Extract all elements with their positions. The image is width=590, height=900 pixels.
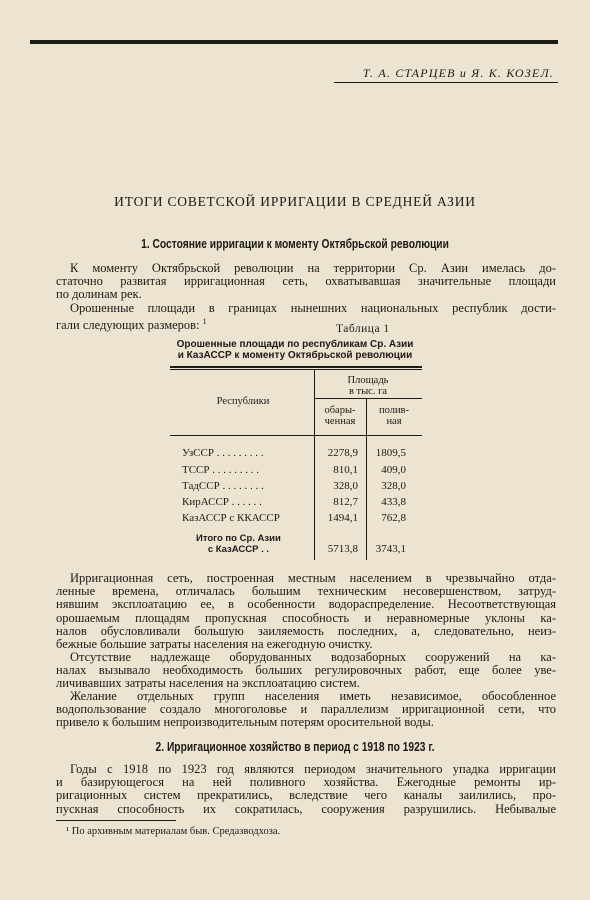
section-1-paragraph-2: Орошенные площади в границах нынешних национальных республик дости- гали следующих размеров: $^1$: [56, 301, 556, 333]
article-title: ИТОГИ СОВЕТСКОЙ ИРРИГАЦИИ В СРЕДНЕЙ АЗИИ: [114, 194, 476, 209]
paragraph-5: Желание отдельных групп населения иметь независимое, обособленное водопользование создало многоголовье и параллелизм ирригационной сети, что привело к большим непроизводительным потерям оросительной воды.: [56, 689, 556, 730]
row-cultivated: 1809,5: [375, 447, 406, 459]
table-caption: Орошенные площади по республикам Ср. Азии и КазАССР к моменту Октябрьской революции: [176, 339, 414, 361]
paragraph-3: Ирригационная сеть, построенная местным населением в чрезвычайно отда- ленные времена, отличалась большим техническим несовершенством, затруд- нявшим эксплоатацию ее, в особенности водораспределение. Несоответствующая орошаемым площадям пропускная способность и неравномерные уклоны ка- налов обусловливали большую заиляемость последних, а, следовательно, неиз- бежные большие затраты населения на ежегодную очистку.: [56, 571, 556, 652]
row-cultivated: 328,0: [381, 480, 406, 492]
row-name: ТадССР . . . . . . . .: [182, 480, 264, 492]
row-cultivated: 762,8: [381, 512, 406, 524]
row-irrigated: 812,7: [333, 496, 358, 508]
section-1-heading: 1. Состояние ирригации к моменту Октябрьской революции: [141, 237, 449, 251]
row-irrigated: 328,0: [333, 480, 358, 492]
row-irrigated: 810,1: [333, 464, 358, 476]
header-rule: [334, 82, 558, 83]
column-header-irrigated: обары- ченная: [324, 405, 356, 427]
running-head: Т. А. СТАРЦЕВ и Я. К. КОЗЕЛ.: [362, 66, 554, 80]
section-1-paragraph-1: К моменту Октябрьской революции на территории Ср. Азии имелась до- статочно развитая ирригационная сеть, охватывавшая значительные площади по долинам рек.: [56, 261, 556, 302]
row-cultivated: 433,8: [381, 496, 406, 508]
total-label: Итого по Ср. Азии с КазАССР . .: [196, 533, 281, 555]
footnote-rule: [56, 820, 176, 821]
table-subheader-rule: [314, 398, 422, 399]
column-header-area: Площадь в тыс. га: [347, 375, 389, 397]
row-name: КирАССР . . . . . .: [182, 496, 262, 508]
table-header-rule: [170, 435, 422, 436]
column-header-republics: Республики: [216, 396, 270, 407]
top-rule: [30, 40, 558, 44]
footnote-mark: 1: [202, 317, 207, 327]
total-cultivated: 3743,1: [375, 543, 406, 555]
table-number: Таблица 1: [336, 323, 390, 335]
row-irrigated: 2278,9: [327, 447, 358, 459]
table-top-rule-thin: [170, 369, 422, 370]
footnote: ¹ По архивным материалам быв. Средазводхоза.: [66, 826, 281, 837]
row-name: КазАССР с ККАССР: [182, 512, 280, 524]
row-name: ТССР . . . . . . . . .: [182, 464, 260, 476]
total-irrigated: 5713,8: [327, 543, 358, 555]
table-top-rule: [170, 366, 422, 368]
section-2-paragraph-1: Годы с 1918 по 1923 год являются периодом значительного упадка ирригации и базирующегося на ней поливного хозяйства. Ежегодные ремонты ир- ригационных систем прекратились, вследствие чего каналы заилились, про- пускная способность их сократилась, сооружения разрушились. Небывалые: [56, 762, 556, 816]
row-irrigated: 1494,1: [327, 512, 358, 524]
section-2-heading: 2. Ирригационное хозяйство в период с 1918 по 1923 г.: [155, 740, 435, 754]
column-header-cultivated: полив- ная: [378, 405, 410, 427]
row-name: УзССР . . . . . . . . .: [182, 447, 264, 459]
row-cultivated: 409,0: [381, 464, 406, 476]
paragraph-4: Отсутствие надлежаще оборудованных водозаборных сооружений на ка- налах вызывало необходимость больших регулировочных работ, еще более уве- личивавших затраты населения на эксплоатацию систем.: [56, 650, 556, 691]
